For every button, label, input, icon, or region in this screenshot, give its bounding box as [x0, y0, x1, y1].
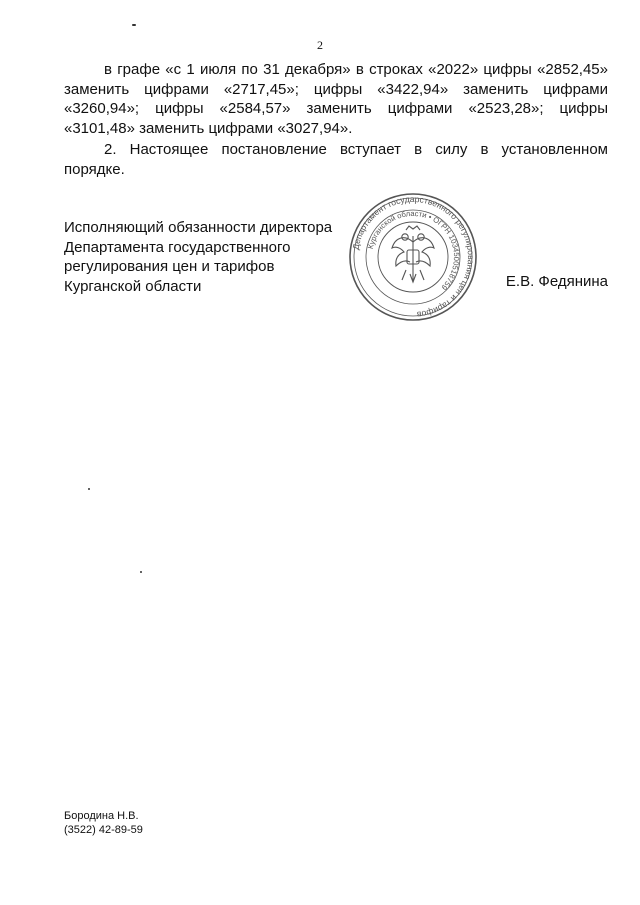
- signatory-line: Департамента государственного: [64, 238, 291, 256]
- official-seal-stamp: [348, 192, 478, 322]
- signer-name: Е.В. Федянина: [505, 273, 608, 290]
- scan-speck: [88, 488, 90, 490]
- seal-outer-text: Департамент государственного регулирования цен и тарифов: [350, 193, 477, 320]
- signatory-line: регулирования цен и тарифов: [64, 258, 275, 275]
- paragraph-amendment: в графе «с 1 июля по 31 декабря» в строках «2022» цифры «2852,45» заменить цифрами «2717,45»; цифры «3422,94» заменить цифрами «3260,94»; цифры «2584,57» заменить цифрами «2523,28»; цифры «3101,48» заменить цифрами «3027,94».: [64, 61, 608, 137]
- seal-inner-text: Курганской области • ОГРН 1034500518759: [365, 208, 462, 292]
- scan-speck: [132, 24, 136, 26]
- executor-phone: (3522) 42-89-59: [64, 824, 143, 836]
- document-body: [64, 60, 608, 179]
- executor-name: Бородина Н.В.: [64, 810, 139, 822]
- signatory-line: Курганской области: [64, 277, 202, 295]
- page-number: 2: [317, 38, 323, 52]
- executor-contact: [64, 809, 143, 837]
- signatory-line: Исполняющий обязанности директора: [64, 219, 333, 236]
- paragraph-effective-date: 2. Настоящее постановление вступает в силу в установленном порядке.: [64, 141, 608, 178]
- scan-speck: [140, 571, 142, 573]
- signatory-position: [64, 218, 354, 296]
